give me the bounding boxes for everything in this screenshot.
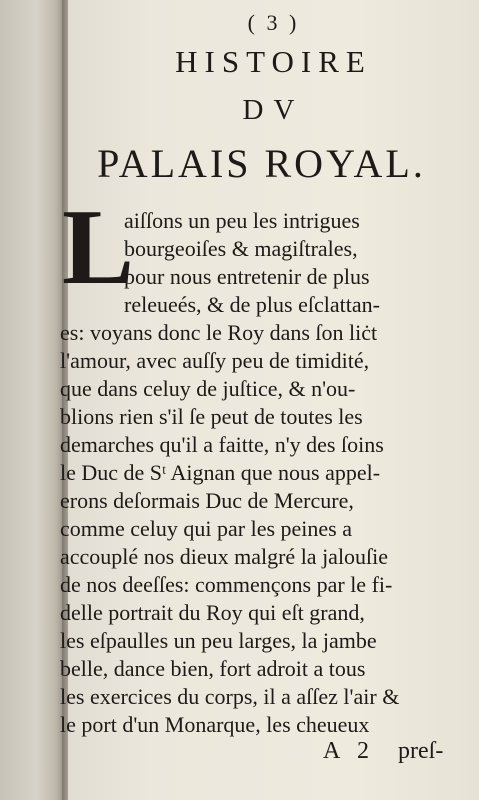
text-line: aiſſons un peu les intrigues — [124, 208, 360, 233]
text-line: que dans celuy de juſtice, & n'ou- — [60, 376, 356, 401]
text-line: de nos deeſſes: commençons par le fi- — [60, 572, 393, 597]
signature-mark: A 2 — [323, 738, 376, 764]
text-line: les exercices du corps, il a aſſez l'air & — [60, 684, 400, 709]
text-line: erons deſormais Duc de Mercure, — [60, 488, 354, 513]
page-number: ( 3 ) — [247, 10, 300, 35]
text-line: l'amour, avec auſſy peu de timidité, — [60, 348, 370, 373]
text-line: comme celuy qui par les peines a — [60, 516, 353, 541]
text-line: belle, dance bien, fort adroit a tous — [60, 656, 366, 681]
text-line: pour nous entretenir de plus — [124, 264, 370, 289]
text-line: blions rien s'il ſe peut de toutes les — [60, 404, 363, 429]
text-line: le port d'un Monarque, les cheueux — [60, 712, 370, 737]
title-line-1: HISTOIRE — [175, 44, 372, 79]
text-line: delle portrait du Roy qui eſt grand, — [60, 600, 365, 625]
text-line: demarches qu'il a faitte, n'y des ſoins — [60, 432, 384, 457]
catchword: preſ- — [398, 738, 444, 764]
text-line: accouplé nos dieux malgré la jalouſie — [60, 544, 389, 569]
drop-cap: L — [62, 188, 135, 307]
book-page — [60, 0, 479, 800]
text-line: les eſpaulles un peu larges, la jambe — [60, 628, 377, 653]
text-line: es: voyans donc le Roy dans ſon liċt — [60, 320, 378, 345]
text-line: bourgeoiſes & magiſtrales, — [124, 236, 358, 261]
title-line-3: PALAIS ROYAL. — [97, 141, 426, 186]
title-line-2: DV — [242, 94, 305, 126]
text-line: le Duc de Sᵗ Aignan que nous appel- — [60, 460, 381, 485]
facing-page-edge — [0, 0, 66, 800]
text-line: releueés, & de plus eſclattan- — [124, 292, 380, 317]
